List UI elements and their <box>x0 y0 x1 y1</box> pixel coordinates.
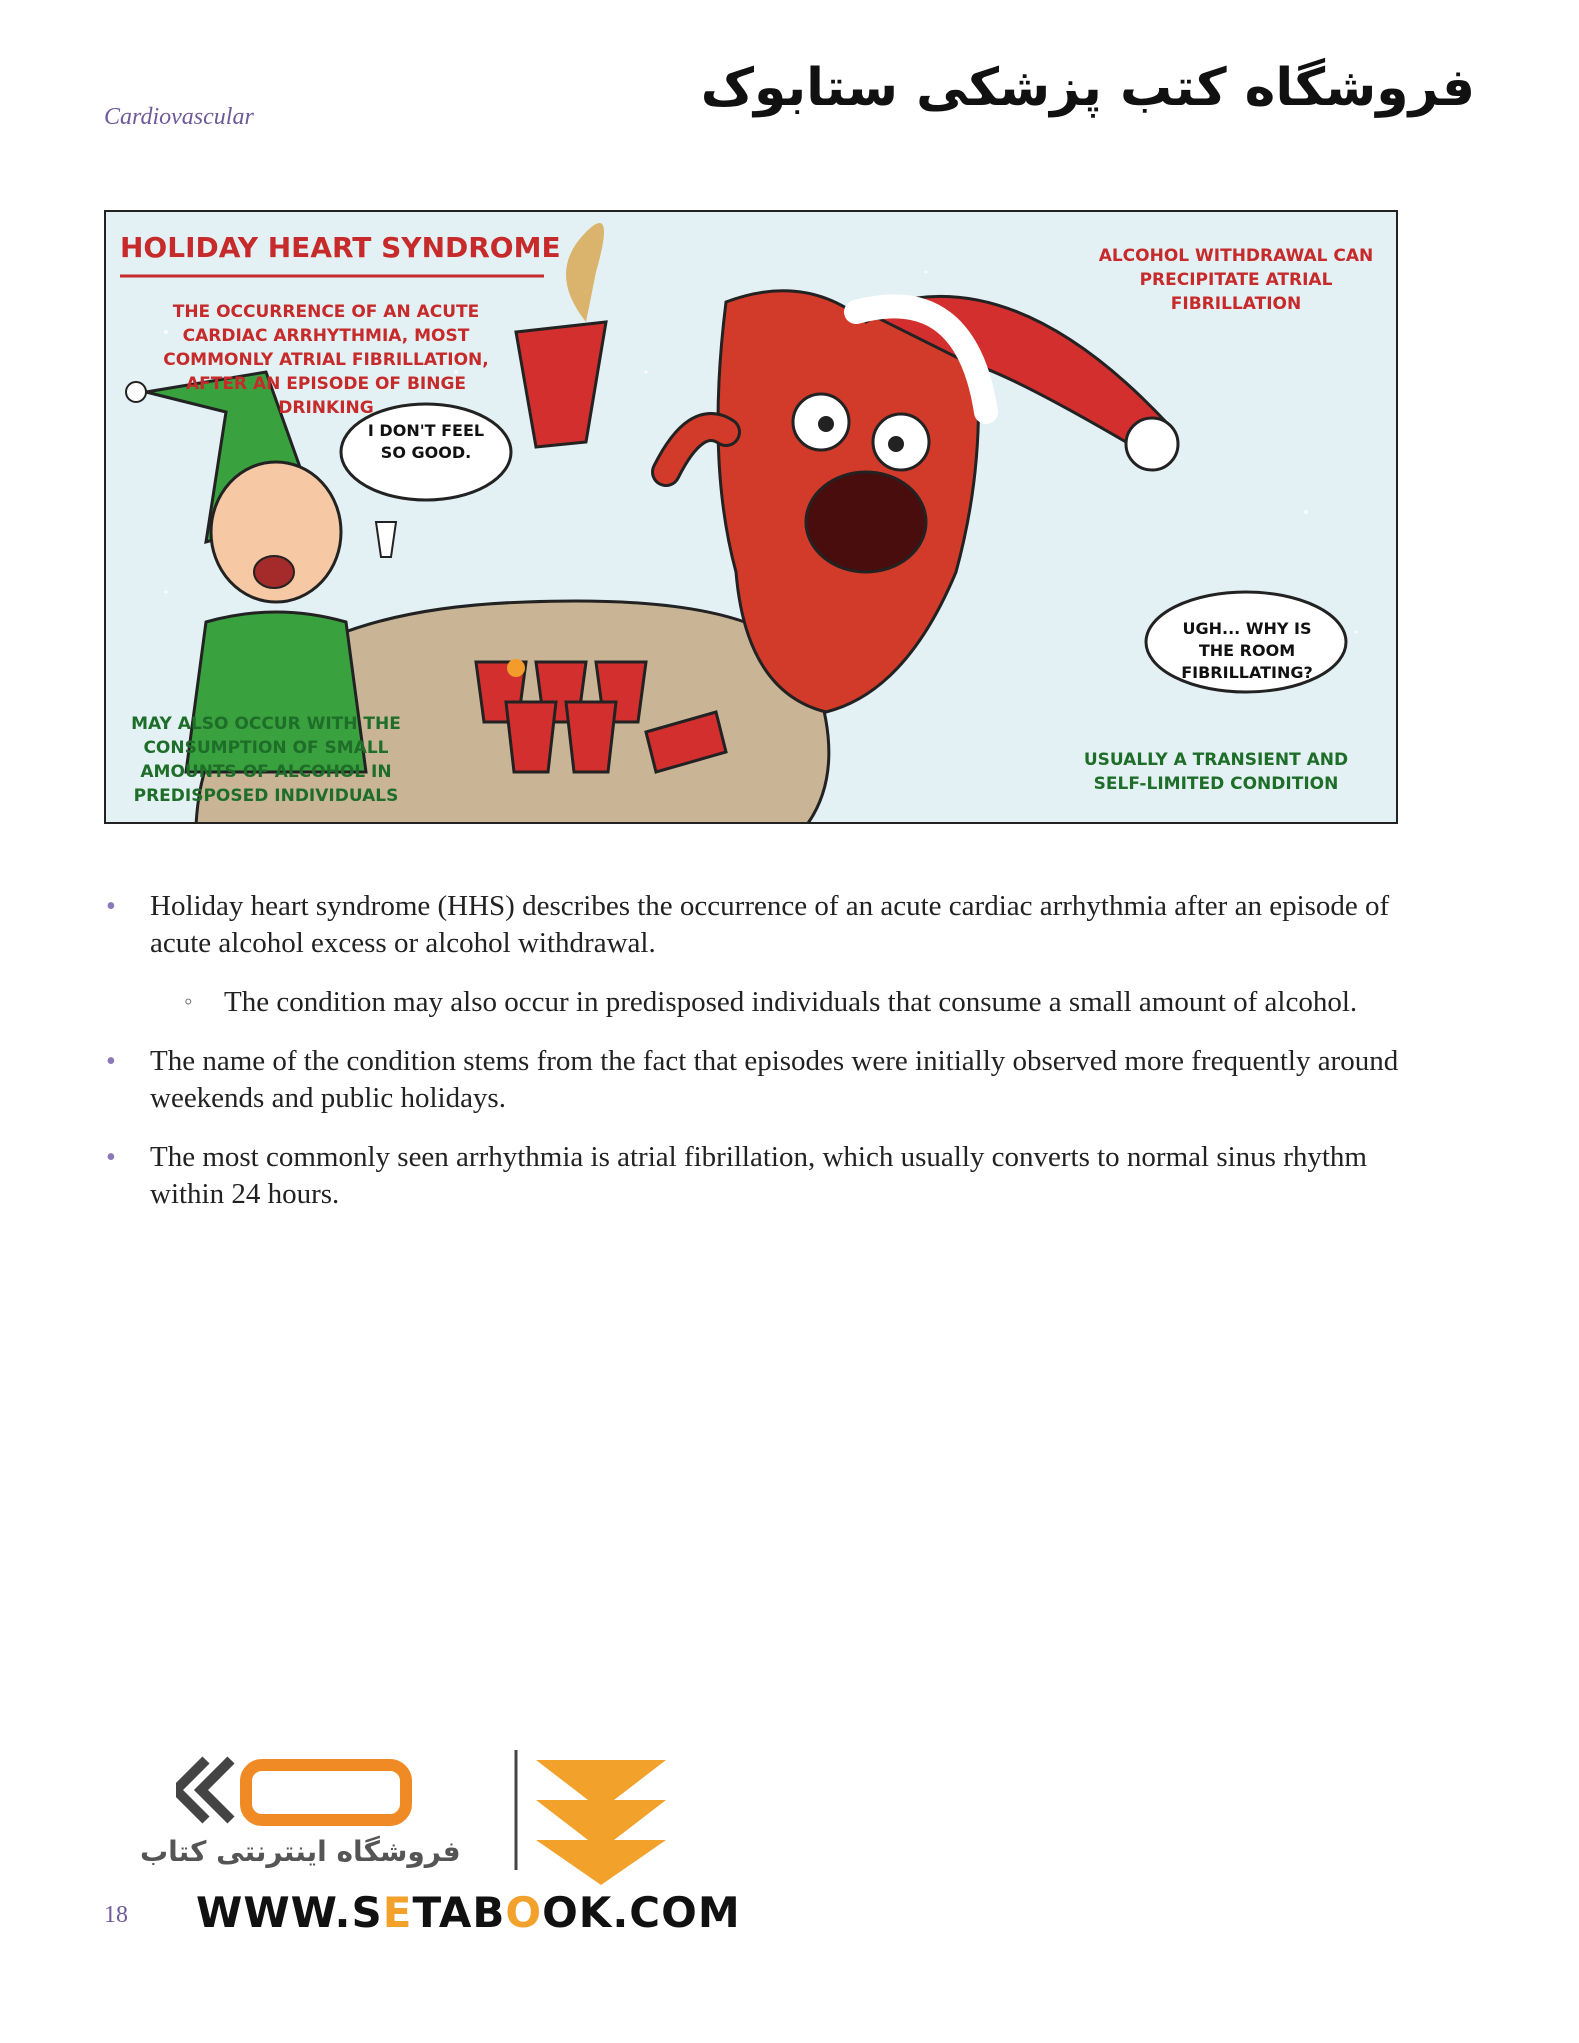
logo-chevrons <box>176 1760 231 1820</box>
small-amounts-caption: MAY ALSO OCCUR WITH THE CONSUMPTION OF SMALL AMOUNTS OF ALCOHOL IN PREDISPOSED INDIVIDUALS <box>131 714 401 806</box>
bullet-text: Holiday heart syndrome (HHS) describes the occurrence of an acute cardiac arrhythmia after an episode of acute alcohol excess or alcohol withdrawal. <box>150 890 1390 959</box>
sub-bullet-list <box>150 984 1404 1021</box>
hat-pompom <box>1126 418 1178 470</box>
sub-bullet-text: The condition may also occur in predisposed individuals that consume a small amount of alcohol. <box>224 986 1358 1018</box>
logo-book-icon <box>536 1760 666 1885</box>
bullet-text: The most commonly seen arrhythmia is atrial fibrillation, which usually converts to normal sinus rhythm within 24 hours. <box>150 1141 1367 1210</box>
bullet-item-3 <box>104 1139 1404 1213</box>
site-url[interactable]: WWW.SETABOOK.COM <box>196 1888 741 1937</box>
withdrawal-caption: ALCOHOL WITHDRAWAL CAN PRECIPITATE ATRIAL FIBRILLATION <box>1098 246 1374 314</box>
bullet-list <box>104 888 1404 1235</box>
holiday-heart-illustration <box>104 210 1398 824</box>
heart-mouth <box>806 472 926 572</box>
bullet-item-2 <box>104 1043 1404 1117</box>
page-number: 18 <box>104 1902 128 1928</box>
logo-mark <box>246 1765 406 1820</box>
raised-cup <box>516 322 606 447</box>
running-head: Cardiovascular <box>104 104 254 130</box>
transient-caption: USUALLY A TRANSIENT AND SELF-LIMITED CONDITION <box>1083 750 1349 794</box>
spilled-drink <box>566 223 604 322</box>
sub-bullet-item <box>150 984 1404 1021</box>
elf-speech-text: I DON'T FEEL SO GOOD. <box>367 421 485 462</box>
store-banner: فروشگاه کتب پزشکی ستابوک <box>700 58 1475 118</box>
logo-tagline: فروشگاه اینترنتی کتاب <box>140 1835 461 1868</box>
heart-speech-text: UGH... WHY IS THE ROOM FIBRILLATING? <box>1181 619 1313 682</box>
bullet-item-1 <box>104 888 1404 1021</box>
definition-caption: THE OCCURRENCE OF AN ACUTE CARDIAC ARRHYTHMIA, MOST COMMONLY ATRIAL FIBRILLATION, AFTER AN EPISODE OF BINGE DRINKING <box>163 302 489 418</box>
ping-pong-ball <box>507 659 525 677</box>
bullet-text: The name of the condition stems from the fact that episodes were initially observed more frequently around weekends and public holidays. <box>150 1045 1399 1114</box>
figure-title: HOLIDAY HEART SYNDROME <box>120 231 561 264</box>
shot-glass <box>376 522 396 557</box>
